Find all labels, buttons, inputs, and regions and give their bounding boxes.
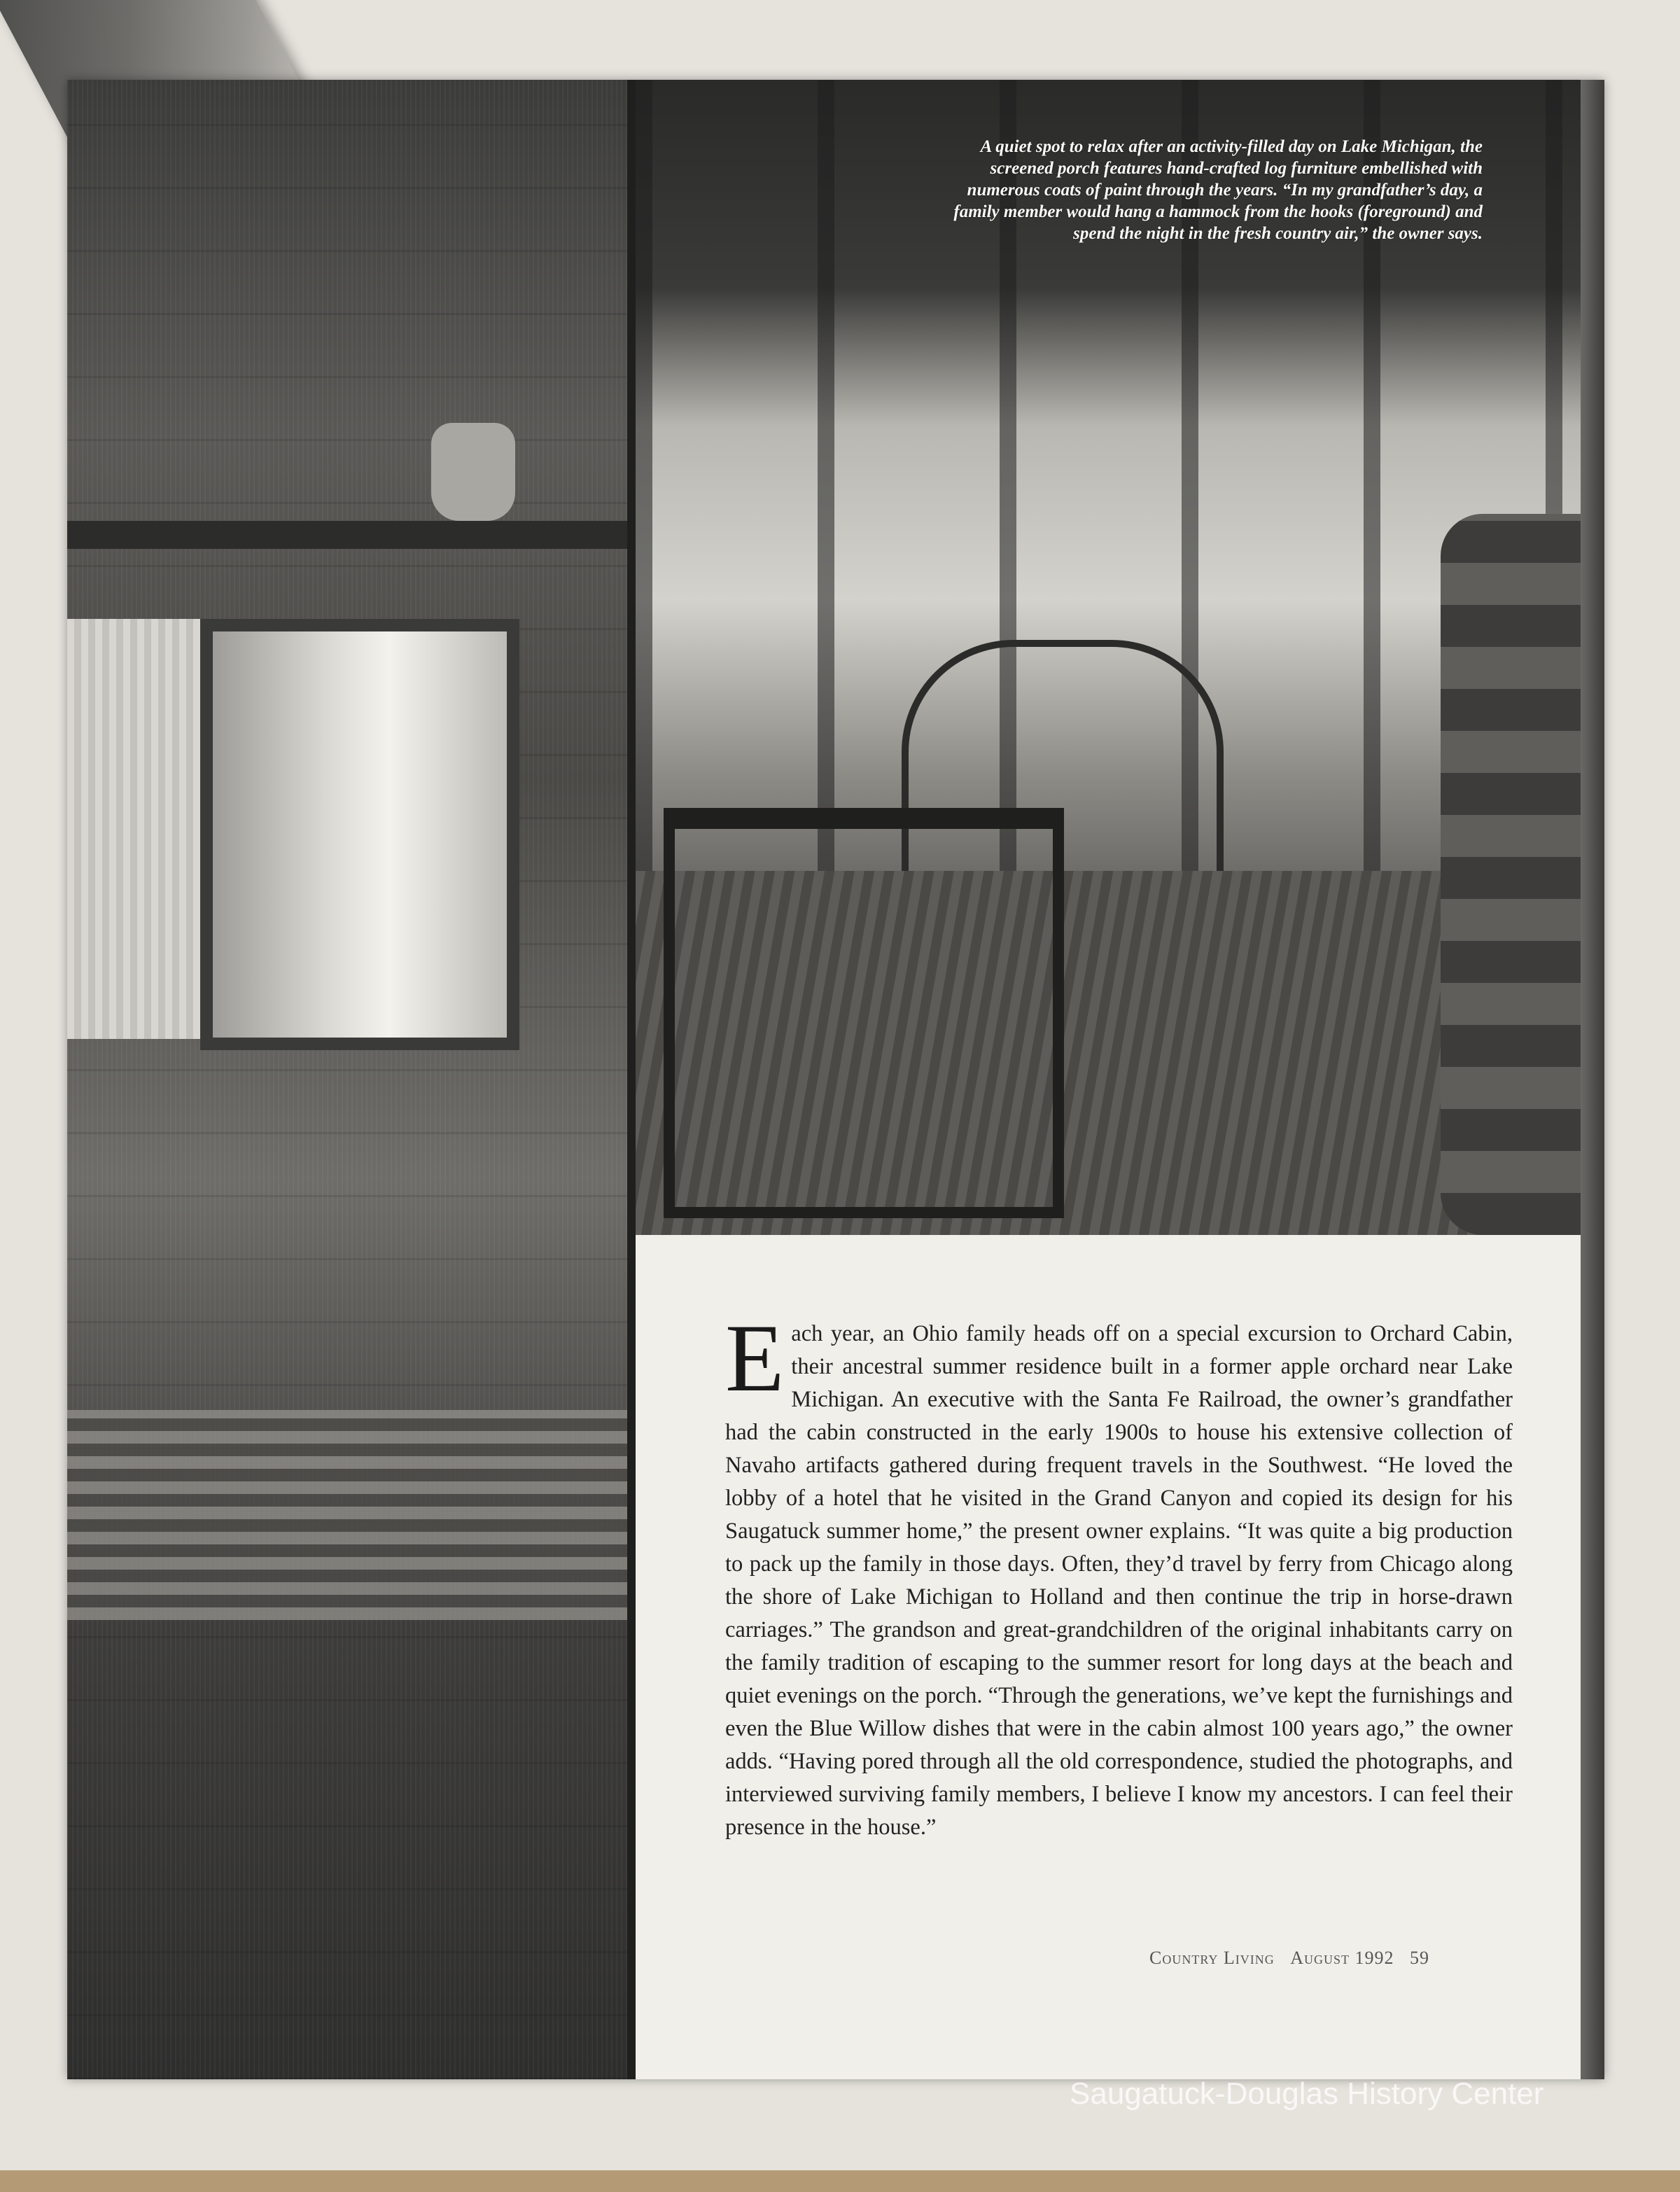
pottery-basket (431, 423, 515, 521)
article-body: ach year, an Ohio family heads off on a special excursion to Orchard Cabin, their ancestral summer residence built in a former apple orchard near Lake Michigan. An executive with the Santa Fe Railroad, the owner’s grandfather had the cabin constructed in the early 1900s to house his extensive collection of Navaho artifacts gathered during frequent travels in the Southwest. “He loved the lobby of a hotel that he visited in the Grand Canyon and copied its design for his Saugatuck summer home,” the present owner explains. “It was quite a big production to pack up the family in those days. Often, they’d travel by ferry from Chicago along the shore of Lake Michigan to Holland and then continue the trip in horse-drawn carriages.” The grandson and great-grandchildren of the original inhabitants carry on the family tradition of escaping to the summer resort for long days at the beach and quiet evenings on the porch. “Through the generations, we’ve kept the furnishings and even the Blue Willow dishes that were in the cabin almost 100 years ago,” the owner adds. “Having pored through all the old correspondence, studied the photographs, and interviewed surviving family members, I believe I know my ancestors. I can feel their presence in the house.” (725, 1321, 1513, 1840)
cabin-window (200, 619, 519, 1050)
issue-date: August 1992 (1290, 1948, 1394, 1968)
page-number: 59 (1410, 1948, 1429, 1968)
table-surface (0, 2170, 1680, 2192)
article-text (725, 1235, 1513, 1844)
page-footer (1149, 1948, 1429, 1969)
cabin-interior-photo (67, 80, 627, 2079)
log-wall (1441, 514, 1581, 1235)
screened-porch-photo (636, 80, 1581, 1235)
photo-caption: A quiet spot to relax after an activity-filled day on Lake Michigan, the screened porch features hand-crafted log furniture embellished with numerous coats of paint through the years. “In my grandfather’s day, a family member would hang a hammock from the hooks (foreground) and spend the night in the fresh country air,” the owner says. (953, 137, 1483, 243)
page-edge-shadow (1581, 80, 1604, 2079)
navaho-blanket (67, 1410, 627, 1620)
page-gutter (627, 80, 636, 2079)
magazine-page (67, 80, 1604, 2079)
drop-cap: E (725, 1304, 785, 1411)
wooden-shelf (67, 521, 627, 549)
watermark: Saugatuck-Douglas History Center (1070, 2076, 1544, 2111)
log-chair (664, 808, 1064, 1218)
magazine-name: Country Living (1149, 1948, 1275, 1968)
lace-curtain (67, 619, 200, 1039)
